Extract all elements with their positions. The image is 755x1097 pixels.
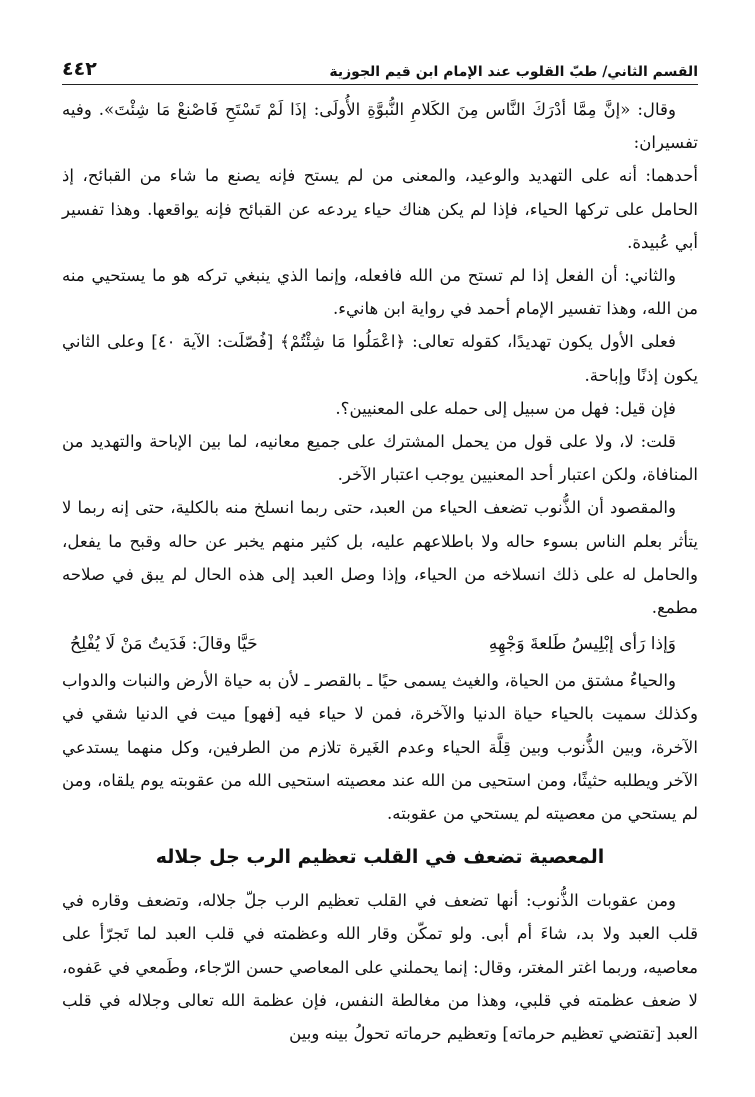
page-number: ٤٤٢ xyxy=(62,58,97,80)
section-heading: المعصية تضعف في القلب تعظيم الرب جل جلاله xyxy=(155,846,605,869)
page xyxy=(62,46,698,1050)
paragraph: فإن قيل: فهل من سبيل إلى حمله على المعنيين؟. xyxy=(335,398,676,418)
poem-hemistich-first: وَإذا رَأى إبْلِيسُ طَلعةَ وَجْهِهِ xyxy=(488,634,676,655)
poem-hemistich-second: حَيَّا وقالَ: فَدَيتُ مَنْ لَا يُفْلِحُ xyxy=(70,634,258,655)
poem-verse xyxy=(62,624,698,664)
paragraph: والحياءُ مشتق من الحياة، والغيث يسمى حيًا ـ بالقصر ـ لأن به حياة الأرض والنبات والدواب وكذلك سميت بالحياء حياة الدنيا والآخرة، فمن لا حياء فيه [فهو] ميت في الدنيا شقي في الآخرة، وبين الذُّنوب وبين قِلَّة الحياء وعدم الغَيرة تلازم من الطرفين، وكل منهما يستدعي الآخر ويطلبه حثيثًا، ومن استحيى من الله عند معصيته استحيى الله من عقوبته يوم يلقاه، ومن لم يستحي من معصيته لم يستحي من عقوبته. xyxy=(62,671,698,824)
paragraph: ومن عقوبات الذُّنوب: أنها تضعف في القلب تعظيم الرب جلّ جلاله، وتضعف وقاره في قلب العبد ولا بد، شاءَ أم أبى. ولو تمكّن وقار الله وعظمته في قلب العبد لما تَجرّأ على معاصيه، وربما اغتر المغتر، وقال: إنما يحملني على المعاصي حسن الرّجاء، وطَمعي في عَفوه، لا ضعف عظمته في قلبي، وهذا من مغالطة النفس، فإن عظمة الله تعالى وجلاله في قلب العبد [تقتضي تعظيم حرماته] وتعظيم حرماته تحولُ بينه وبين xyxy=(62,891,698,1044)
paragraph: والمقصود أن الذُّنوب تضعف الحياء من العبد، حتى ربما انسلخ منه بالكلية، حتى إنه ربما لا يتأثر بعلم الناس بسوء حاله ولا باطلاعهم عليه، بل كثير منهم يخبر عن حاله وقبح ما يفعل، والحامل له على ذلك انسلاخه من الحياء، وإذا وصل العبد إلى هذه الحال لم يبق في صلاحه مطمع. xyxy=(62,498,698,618)
paragraph: فعلى الأول يكون تهديدًا، كقوله تعالى: ﴿اعْمَلُوا مَا شِئْتُمْ﴾ [فُصّلَت: الآية ٤٠] وعلى الثاني يكون إذنًا وإباحة. xyxy=(62,332,698,385)
paragraph: وقال: «إنَّ مِمَّا أدْرَكَ النَّاس مِنَ الكَلامِ النُّبوَّةِ الأُولَى: إذَا لَمْ تَسْتَحِ فَاصْنعْ مَا شِئْتَ». وفيه تفسيران: xyxy=(62,100,698,153)
running-title: القسم الثاني/ طبّ القلوب عند الإمام ابن قيم الجوزية xyxy=(329,64,698,80)
paragraph: والثاني: أن الفعل إذا لم تستح من الله فافعله، وإنما الذي ينبغي تركه هو ما يستحيي منه من الله، وهذا تفسير الإمام أحمد في رواية ابن هانيء. xyxy=(62,266,698,319)
page-header xyxy=(62,46,698,85)
page-body xyxy=(62,93,698,1050)
paragraph: أحدهما: أنه على التهديد والوعيد، والمعنى من لم يستح فإنه يصنع ما شاء من القبائح، إذ الحامل على تركها الحياء، فإذا لم يكن هناك حياء يردعه عن القبائح فإنه يواقعها. وهذا تفسير أبي عُبيدة. xyxy=(62,166,698,252)
paragraph: قلت: لا، ولا على قول من يحمل المشترك على جميع معانيه، لما بين الإباحة والتهديد من المنافاة، ولكن اعتبار أحد المعنيين يوجب اعتبار الآخر. xyxy=(62,432,698,485)
